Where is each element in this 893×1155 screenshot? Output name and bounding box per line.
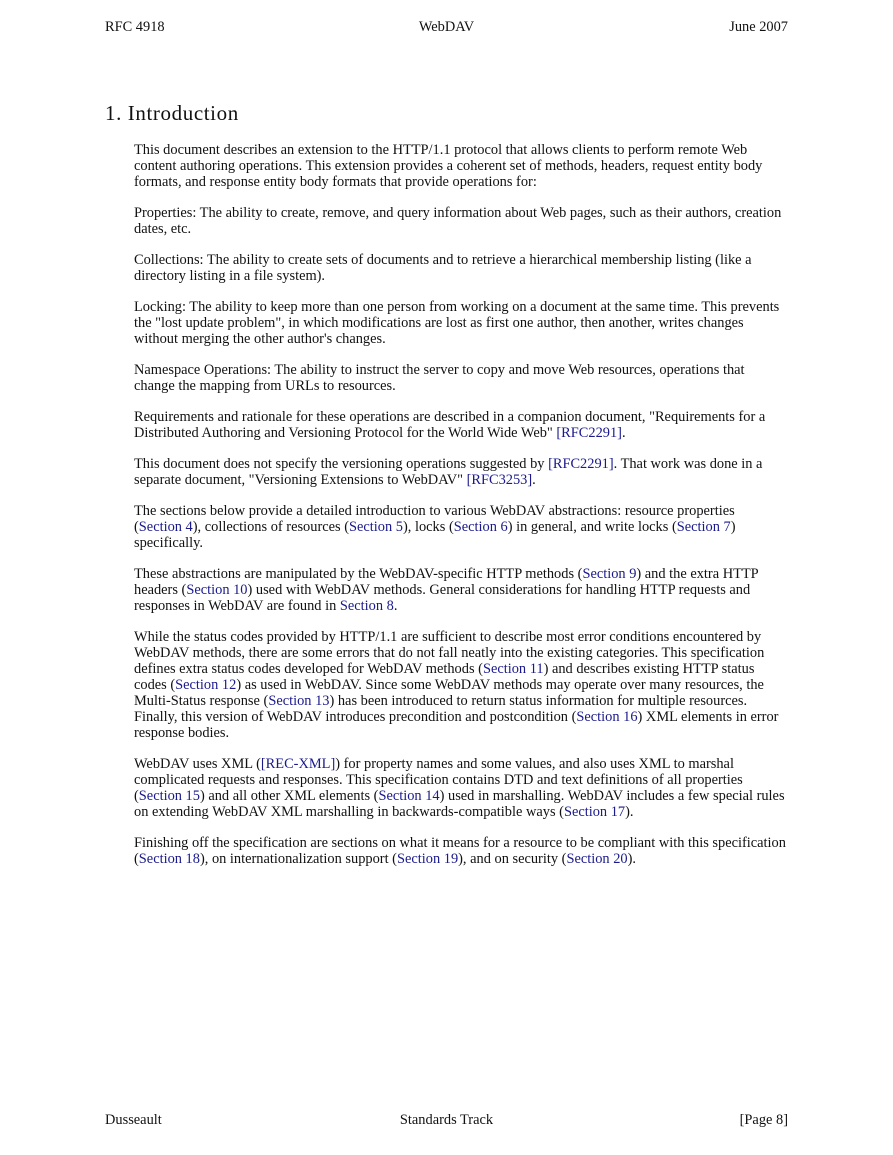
paragraph-text: .: [532, 472, 536, 488]
cross-reference-link[interactable]: Section 19: [396, 851, 459, 867]
paragraph: [134, 252, 786, 284]
paragraph-text: Namespace Operations: The ability to instruct the server to copy and move Web resources, operations that change the mapping from URLs to resources.: [134, 362, 745, 394]
paragraph-text: ) specifically.: [134, 519, 736, 551]
section-body: [134, 142, 786, 882]
footer-status: Standards Track: [399, 1112, 494, 1128]
paragraph-text: These abstractions are manipulated by the WebDAV-specific HTTP methods (: [134, 566, 583, 582]
cross-reference-link[interactable]: Section 12: [175, 677, 237, 693]
paragraph: [134, 566, 786, 614]
paragraph: [134, 835, 786, 867]
cross-reference-link[interactable]: Section 18: [138, 851, 200, 867]
cross-reference-link[interactable]: [RFC2291]: [556, 425, 622, 441]
paragraph-text: ) has been introduced to return status information for multiple resources. Finally, this version of WebDAV introduces precondition and postcondition (: [134, 693, 748, 725]
paragraph: [134, 503, 786, 551]
cross-reference-link[interactable]: Section 14: [378, 788, 440, 804]
header-title: WebDAV: [418, 19, 475, 35]
header-date: June 2007: [729, 19, 788, 35]
paragraph-text: This document does not specify the versioning operations suggested by: [134, 456, 549, 472]
paragraph-text: ), locks (: [402, 519, 454, 535]
cross-reference-link[interactable]: Section 8: [339, 598, 394, 614]
paragraph: [134, 456, 786, 488]
cross-reference-link[interactable]: Section 10: [186, 582, 248, 598]
paragraph: [134, 142, 786, 190]
paragraph-text: ) in general, and write locks (: [507, 519, 677, 535]
paragraph-text: .: [393, 598, 398, 614]
paragraph-text: WebDAV uses XML (: [134, 756, 261, 772]
cross-reference-link[interactable]: Section 5: [349, 519, 403, 535]
paragraph-text: The sections below provide a detailed introduction to various WebDAV abstractions: resource properties (: [134, 503, 735, 535]
header-rfc-number: RFC 4918: [105, 19, 165, 35]
paragraph-text: ) and all other XML elements (: [199, 788, 379, 804]
cross-reference-link[interactable]: Section 4: [138, 519, 193, 535]
paragraph-text: . That work was done in a separate document, "Versioning Extensions to WebDAV": [134, 456, 763, 488]
cross-reference-link[interactable]: Section 13: [268, 693, 330, 709]
paragraph: [134, 205, 786, 237]
paragraph-text: Requirements and rationale for these operations are described in a companion document, "Requirements for a Distributed Authoring and Versioning Protocol for the World Wide Web": [134, 409, 766, 441]
paragraph-text: ) XML elements in error response bodies.: [134, 709, 779, 741]
paragraph: [134, 409, 786, 441]
paragraph-text: Finishing off the specification are sections on what it means for a resource to be compliant with this specification (: [134, 835, 786, 867]
paragraph-text: ) used in marshalling. WebDAV includes a few special rules on extending WebDAV XML marshalling in backwards-compatible ways (: [134, 788, 785, 820]
paragraph-text: Locking: The ability to keep more than one person from working on a document at the same time. This prevents the "lost update problem", in which modifications are lost as first one author, then another, writes changes without merging the other author's changes.: [134, 299, 780, 347]
paragraph-text: ).: [625, 804, 634, 820]
cross-reference-link[interactable]: Section 20: [566, 851, 628, 867]
paragraph-text: ) used with WebDAV methods. General considerations for handling HTTP requests and responses in WebDAV are found in: [134, 582, 751, 614]
cross-reference-link[interactable]: Section 11: [482, 661, 544, 677]
cross-reference-link[interactable]: Section 9: [582, 566, 637, 582]
paragraph-text: ), on internationalization support (: [199, 851, 397, 867]
cross-reference-link[interactable]: Section 17: [563, 804, 626, 820]
paragraph-text: Collections: The ability to create sets of documents and to retrieve a hierarchical membership listing (like a directory listing in a file system).: [134, 252, 752, 284]
section-title: 1. Introduction: [105, 101, 239, 125]
cross-reference-link[interactable]: [RFC3253]: [466, 472, 533, 488]
paragraph-text: ) and the extra HTTP headers (: [134, 566, 759, 598]
paragraph: [134, 299, 786, 347]
paragraph-text: .: [621, 425, 626, 441]
paragraph-text: ), collections of resources (: [192, 519, 350, 535]
cross-reference-link[interactable]: [REC-XML]: [260, 756, 336, 772]
paragraph-text: While the status codes provided by HTTP/1.1 are sufficient to describe most error conditions encountered by WebDAV methods, there are some errors that do not fall neatly into the existing categories. This specification defines extra status codes developed for WebDAV methods (: [134, 629, 765, 677]
paragraph: [134, 756, 786, 820]
cross-reference-link[interactable]: Section 6: [453, 519, 508, 535]
cross-reference-link[interactable]: Section 16: [576, 709, 638, 725]
paragraph-text: ) as used in WebDAV. Since some WebDAV methods may operate over many resources, the Multi-Status response (: [134, 677, 764, 709]
paragraph: [134, 362, 786, 394]
paragraph: [134, 629, 786, 741]
paragraph-text: ), and on security (: [458, 851, 567, 867]
footer-author: Dusseault: [105, 1112, 162, 1128]
cross-reference-link[interactable]: Section 7: [676, 519, 731, 535]
paragraph-text: This document describes an extension to the HTTP/1.1 protocol that allows clients to perform remote Web content authoring operations. This extension provides a coherent set of methods, headers, request entity body formats, and response entity body formats that provide operations for:: [134, 142, 763, 190]
paragraph-text: Properties: The ability to create, remove, and query information about Web pages, such as their authors, creation dates, etc.: [134, 205, 782, 237]
paragraph-text: ) for property names and some values, and also uses XML to marshal complicated requests and responses. This specification contains DTD and text definitions of all properties (: [134, 756, 743, 804]
cross-reference-link[interactable]: [RFC2291]: [548, 456, 614, 472]
paragraph-text: ) and describes existing HTTP status codes (: [134, 661, 755, 693]
paragraph-text: ).: [627, 851, 636, 867]
cross-reference-link[interactable]: Section 15: [138, 788, 200, 804]
footer-page-number: [Page 8]: [739, 1112, 788, 1128]
